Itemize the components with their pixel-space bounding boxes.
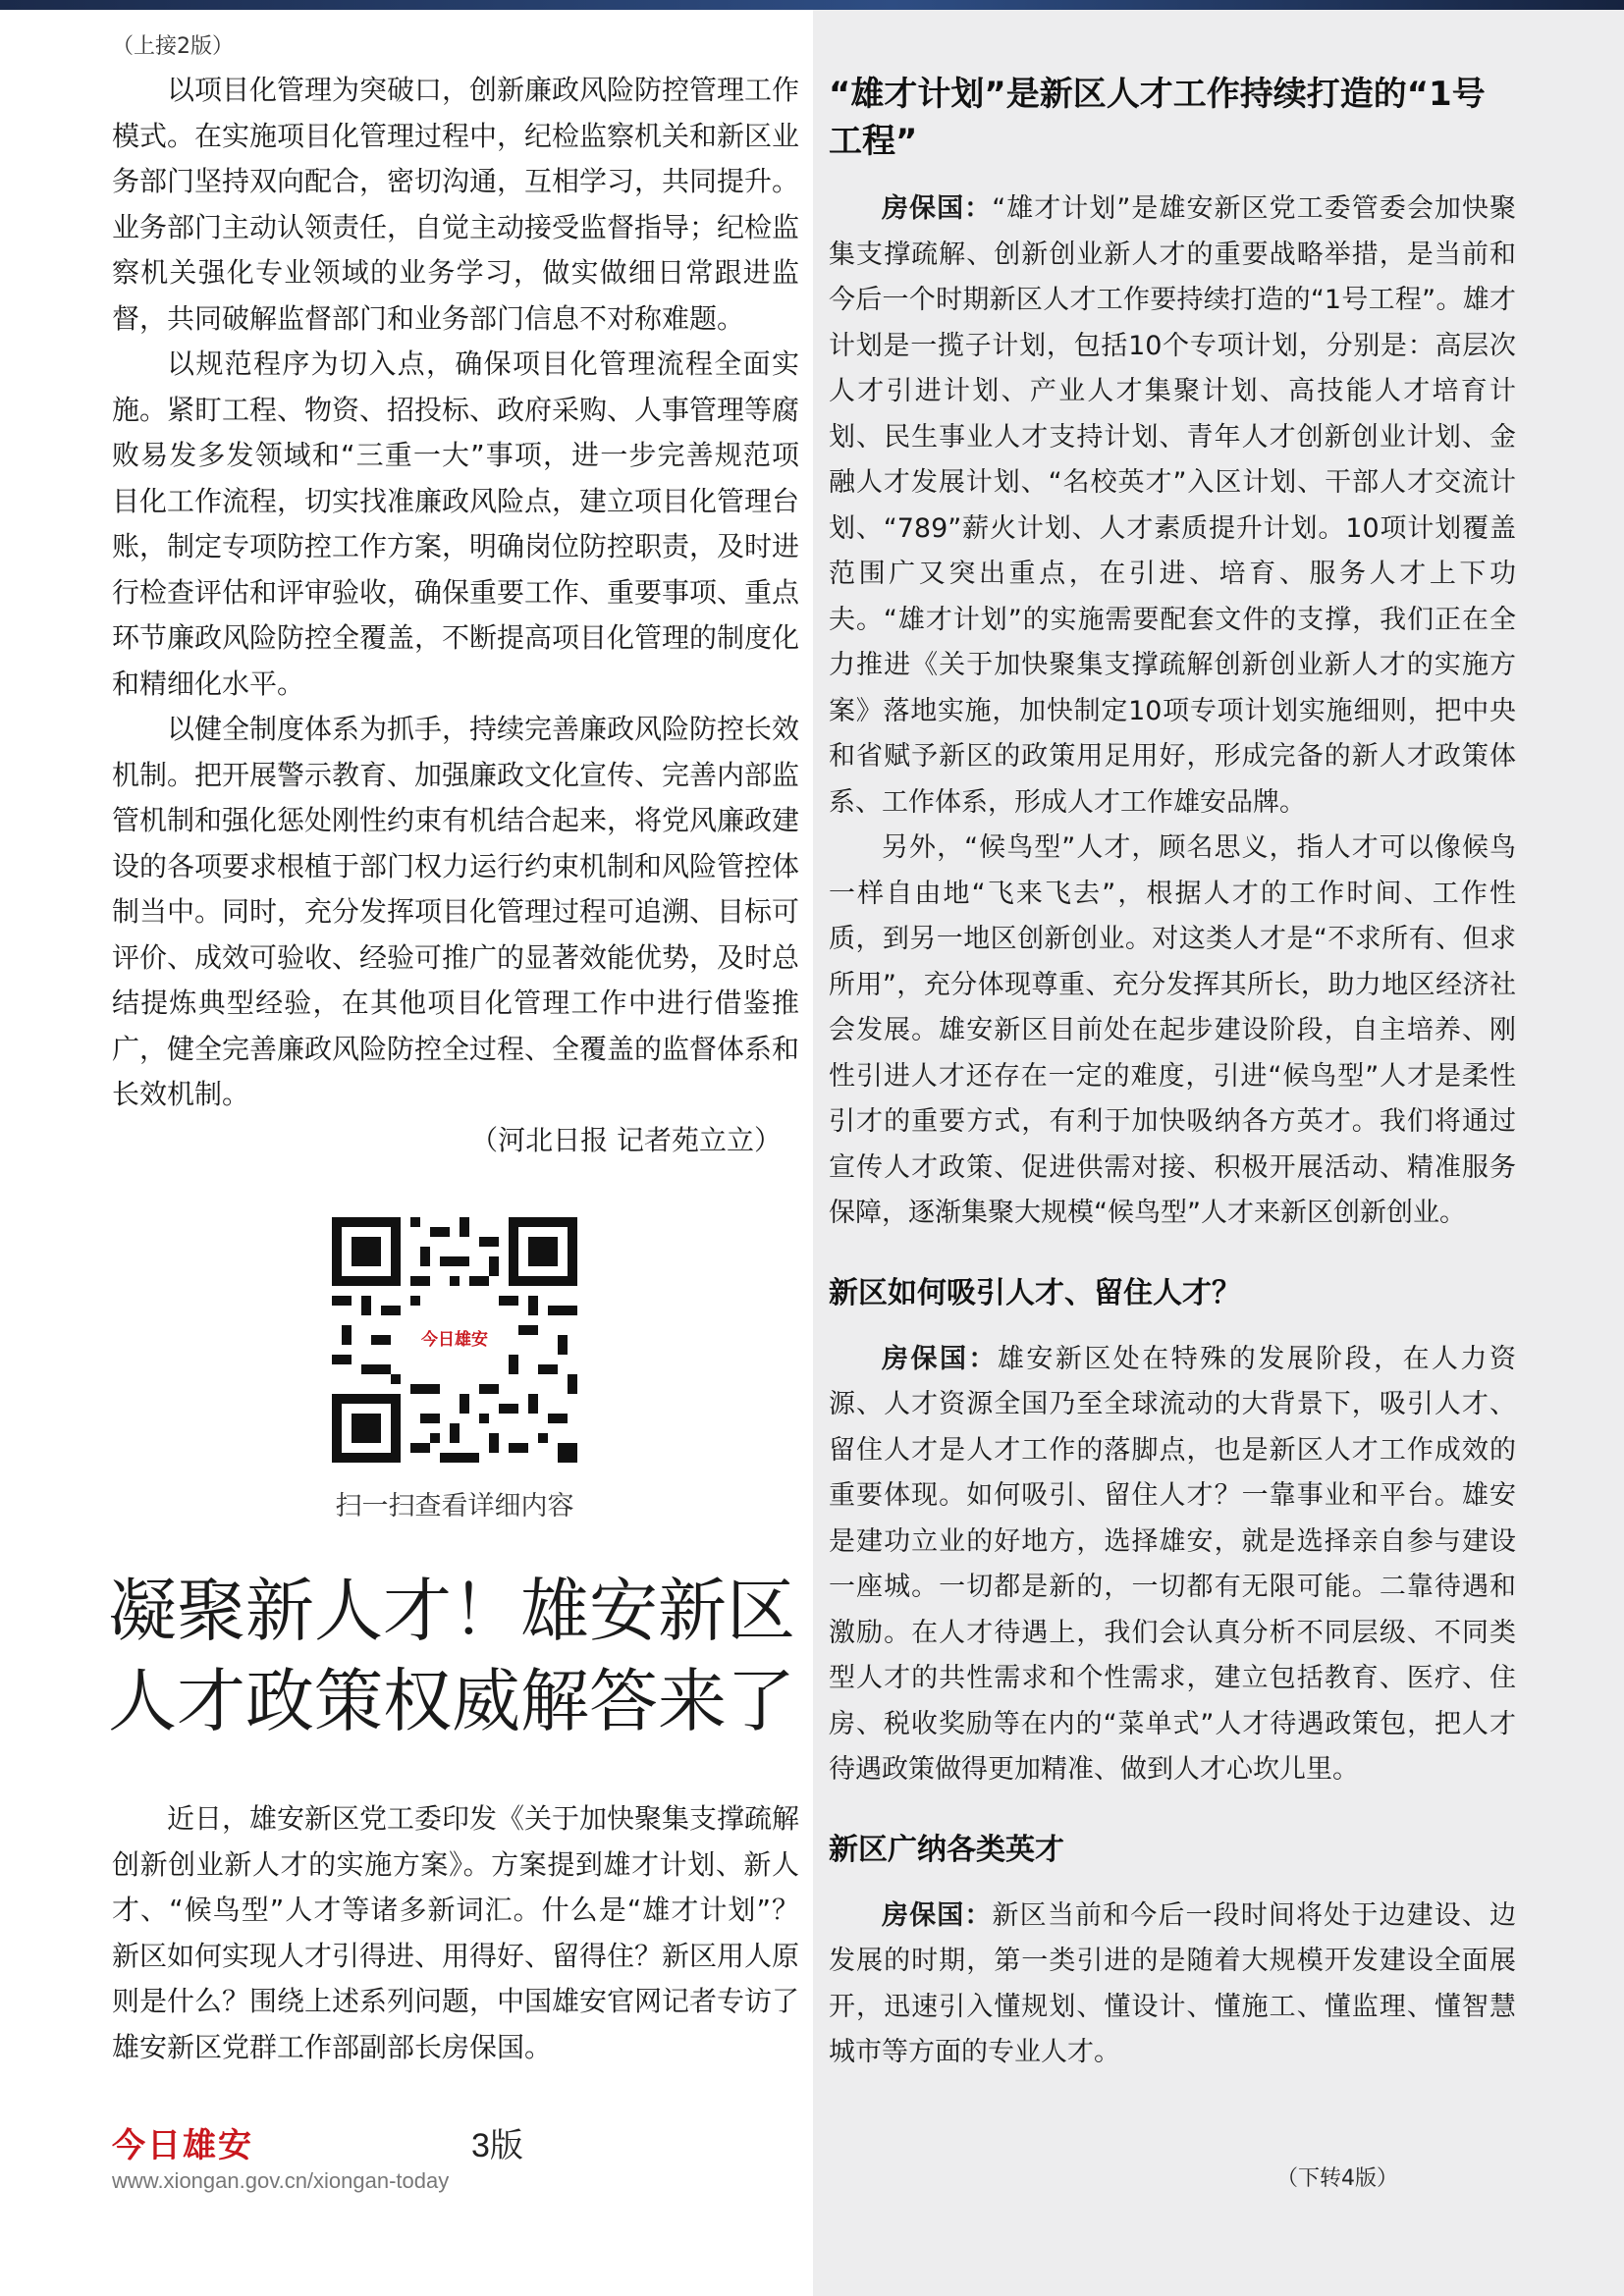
feature-headline [108, 1566, 815, 1746]
article-paragraph: 以规范程序为切入点，确保项目化管理流程全面实施。紧盯工程、物资、招投标、政府采购、人事管理等腐败易发多发领域和“三重一大”事项，进一步完善规范项目化工作流程，切实找准廉政风险点，建立项目化管理台账，制定专项防控工作方案，明确岗位防控职责，及时进行检查评估和评审验收，确保重要工作、重要事项、重点环节廉政风险防控全覆盖，不断提高项目化管理的制度化和精细化水平。 [112, 347, 800, 700]
page-footer [112, 2118, 524, 2194]
left-article-column [112, 29, 799, 1163]
speaker-label: 房保国： [882, 193, 993, 224]
answer-paragraph [829, 1337, 1516, 1793]
section-title: “雄才计划”是新区人才工作持续打造的“1号工程” [829, 75, 1486, 161]
answer-text: 雄安新区处在特殊的发展阶段，在人力资源、人才资源全国乃至全球流动的大背景下，吸引人才、留住人才是人才工作的落脚点，也是新区人才工作成效的重要体现。如何吸引、留住人才？一靠事业和平台。雄安是建功立业的好地方，选择雄安，就是选择亲自参与建设一座城。一切都是新的，一切都有无限可能。二靠待遇和激励。在人才待遇上，我们会认真分析不同层级、不同类型人才的共性需求和个性需求，建立包括教育、医疗、住房、税收奖励等在内的“菜单式”人才待遇政策包，把人才待遇政策做得更加精准、做到人才心坎儿里。 [829, 1343, 1517, 1785]
answer-text: “雄才计划”是雄安新区党工委管委会加快聚集支撑疏解、创新创业新人才的重要战略举措，是当前和今后一个时期新区人才工作要持续打造的“1号工程”。雄才计划是一揽子计划，包括10个专项计划，分别是：高层次人才引进计划、产业人才集聚计划、高技能人才培育计划、民生事业人才支持计划、青年人才创新创业计划、金融人才发展计划、“名校英才”入区计划、干部人才交流计划、“789”薪火计划、人才素质提升计划。10项计划覆盖范围广又突出重点，在引进、培育、服务人才上下功夫。“雄才计划”的实施需要配套文件的支撑，我们正在全力推进《关于加快聚集支撑疏解创新创业新人才的实施方案》落地实施，加快制定10项专项计划实施细则，把中央和省赋予新区的政策用足用好，形成完备的新人才政策体系、工作体系，形成人才工作雄安品牌。 [829, 193, 1517, 818]
answer-paragraph: 另外，“候鸟型”人才，顾名思义，指人才可以像候鸟一样自由地“飞来飞去”，根据人才的工作时间、工作性质，到另一地区创新创业。对这类人才是“不求所有、但求所用”，充分体现尊重、充分发挥其所长，助力地区经济社会发展。雄安新区目前处在起步建设阶段，自主培养、刚性引进人才还存在一定的难度，引进“候鸟型”人才是柔性引才的重要方式，有利于加快吸纳各方英才。我们将通过宣传人才政策、促进供需对接、积极开展活动、精准服务保障，逐渐集聚大规模“候鸟型”人才来新区创新创业。 [829, 832, 1516, 1228]
section-subtitle: 新区广纳各类英才 [829, 1832, 1064, 1867]
qr-code-block [332, 1217, 577, 1522]
answer-paragraph [829, 187, 1516, 826]
article-paragraph: 以健全制度体系为抓手，持续完善廉政风险防控长效机制。把开展警示教育、加强廉政文化宣传、完善内部监管机制和强化惩处刚性约束有机结合起来，将党风廉政建设的各项要求根植于部门权力运行约束机制和风险管控体制当中。同时，充分发挥项目化管理过程可追溯、目标可评价、成效可验收、经验可推广的显著效能优势，及时总结提炼典型经验，在其他项目化管理工作中进行借鉴推广，健全完善廉政风险防控全过程、全覆盖的监督体系和长效机制。 [112, 713, 800, 1110]
qr-brand-logo: 今日雄安 [415, 1315, 494, 1359]
qr-caption: 扫一扫查看详细内容 [335, 1491, 574, 1522]
headline-line-1: 凝聚新人才！雄安新区 [108, 1571, 795, 1651]
top-banner-bar [0, 0, 1624, 10]
section-subtitle: 新区如何吸引人才、留住人才？ [829, 1275, 1241, 1310]
article-byline: （河北日报 记者苑立立） [470, 1123, 782, 1156]
continued-to-note: （下转4版） [1276, 2166, 1398, 2191]
speaker-label: 房保国： [882, 1343, 998, 1374]
answer-text: 新区当前和今后一段时间将处于边建设、边发展的时期，第一类引进的是随着大规模开发建设全面展开，迅速引入懂规划、懂设计、懂施工、懂监理、懂智慧城市等方面的专业人才。 [829, 1899, 1517, 2067]
page-number: 3版 [471, 2127, 523, 2164]
article-paragraph: 以项目化管理为突破口，创新廉政风险防控管理工作模式。在实施项目化管理过程中，纪检监察机关和新区业务部门坚持双向配合，密切沟通，互相学习，共同提升。业务部门主动认领责任，自觉主动接受监督指导；纪检监察机关强化专业领域的业务学习，做实做细日常跟进监督，共同破解监督部门和业务部门信息不对称难题。 [112, 74, 800, 335]
brand-logo: 今日雄安 [112, 2126, 253, 2165]
continued-from-note: （上接2版） [112, 34, 234, 59]
right-article-column [829, 71, 1516, 2076]
headline-line-2: 人才政策权威解答来了 [108, 1661, 795, 1741]
footer-url[interactable]: www.xiongan.gov.cn/xiongan-today [112, 2168, 450, 2193]
intro-paragraph: 近日，雄安新区党工委印发《关于加快聚集支撑疏解创新创业新人才的实施方案》。方案提到雄才计划、新人才、“候鸟型”人才等诸多新词汇。什么是“雄才计划”？新区如何实现人才引得进、用得好、留得住？新区用人原则是什么？围绕上述系列问题，中国雄安官网记者专访了雄安新区党群工作部副部长房保国。 [112, 1802, 800, 2063]
feature-intro [112, 1796, 799, 2070]
qr-code-image[interactable] [332, 1217, 577, 1463]
answer-paragraph [829, 1894, 1516, 2076]
speaker-label: 房保国： [882, 1899, 993, 1931]
